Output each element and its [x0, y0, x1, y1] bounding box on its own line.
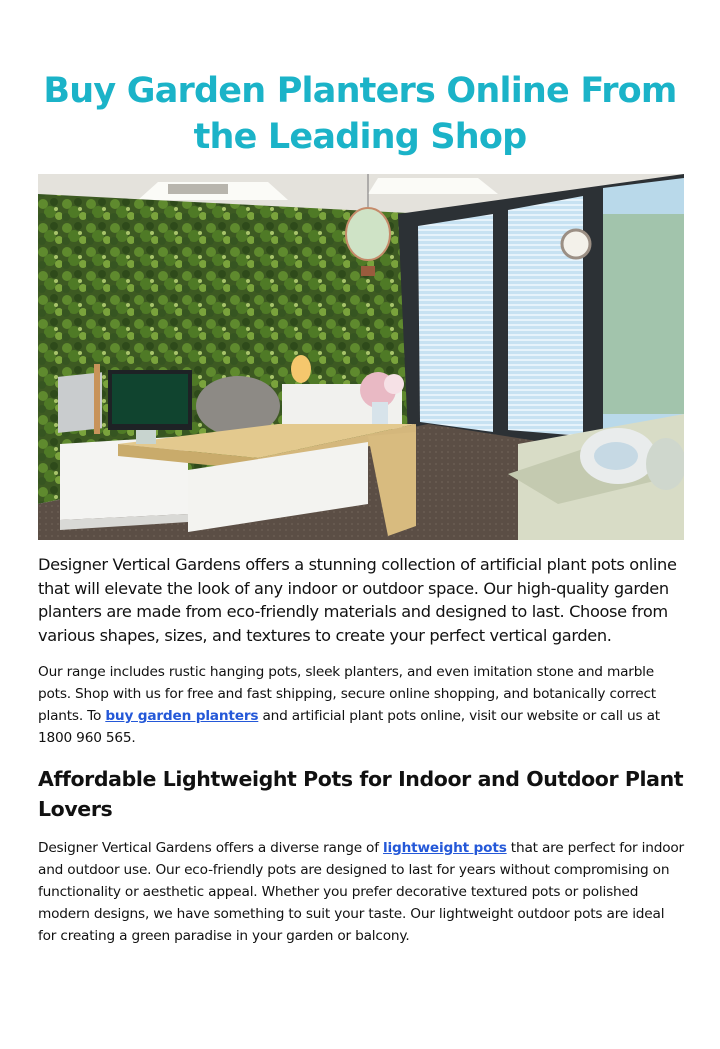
buy-garden-planters-link[interactable]: buy garden planters	[105, 707, 259, 724]
lightweight-paragraph	[38, 838, 684, 948]
lightweight-pots-link[interactable]: lightweight pots	[383, 840, 507, 856]
lightweight-text-after: that are perfect for indoor and outdoor use. Our eco-friendly pots are designed to last for years without compromising on functionality or aesthetic appeal. Whether you prefer decorative textured pots or polished modern designs, we have something to suit your taste. Our lightweight outdoor pots are ideal for creating a green paradise in your garden or balcony.	[38, 840, 684, 944]
lightweight-text-before: Designer Vertical Gardens offers a diverse range of	[38, 840, 384, 856]
range-paragraph	[38, 662, 684, 750]
page-title: Buy Garden Planters Online From the Leading Shop	[43, 71, 677, 157]
office-photo	[38, 174, 684, 540]
range-text-before: Our range includes rustic hanging pots, sleek planters, and even imitation stone and marble pots. Shop with us for free and fast shipping, secure online shopping, and botanically correct plants. To	[38, 664, 656, 724]
range-text-after: and artificial plant pots online, visit our website or call us at 1800 960 565.	[38, 707, 660, 746]
section-heading: Affordable Lightweight Pots for Indoor and Outdoor Plant Lovers	[38, 767, 684, 821]
intro-paragraph: Designer Vertical Gardens offers a stunning collection of artificial plant pots online that will elevate the look of any indoor or outdoor space. Our high-quality garden planters are made from eco-friendly materials and designed to last. Choose from various shapes, sizes, and textures to create your perfect vertical garden.	[38, 555, 677, 646]
